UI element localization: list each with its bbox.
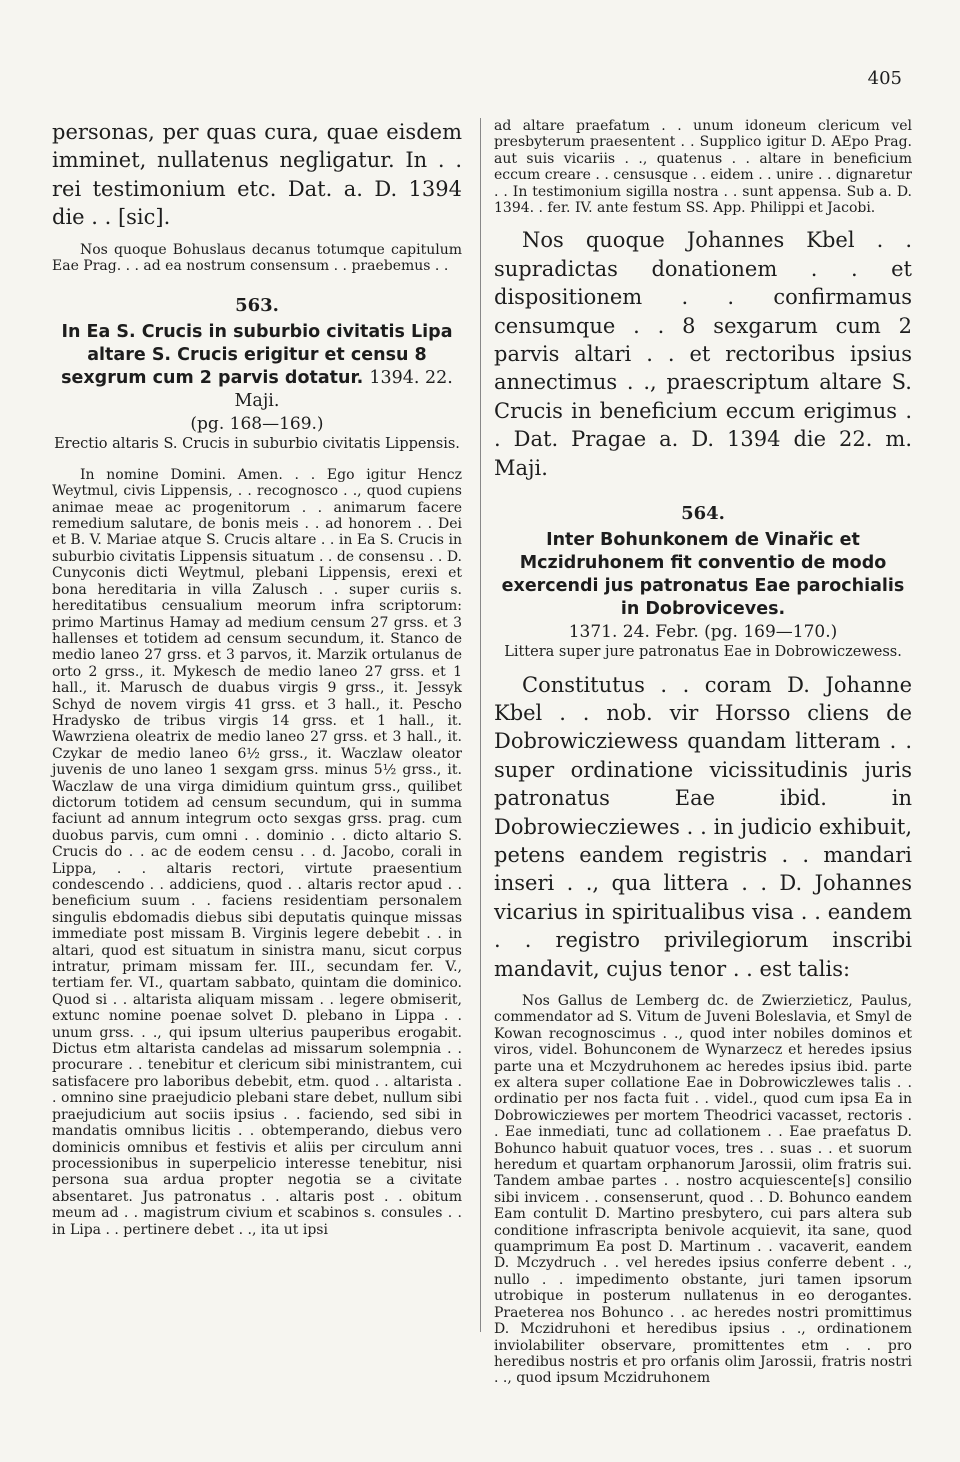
- document-subtitle: Erectio altaris S. Crucis in suburbio civitatis Lippensis.: [54, 435, 460, 452]
- left-column: [52, 118, 462, 1238]
- document-subtitle-2: Littera super jure patronatus Eae in Dobrowiczewess.: [504, 643, 902, 660]
- left-body-text: In nomine Domini. Amen. . . Ego igitur Hencz Weytmul, civis Lippensis, . . recognosco . ., quod cupiens animae meae ac progenitorum . . animarum facere remedium salutare, de bonis meis . . ad honorem . . Dei et B. V. Mariae atque S. Crucis altare . . in Ea S. Crucis in suburbio civitatis Lippensis situatum . . de consensu . . D. Cunyconis dicti Weytmul, plebani Lippensis, erexi et bona hereditaria in villa Zalusch . . super curiis s. hereditatibus censualium meorum infra scriptorum: primo Martinus Hamay ad medium censum 27 grss. et 3 hallenses et totidem ad censum secundum, it. Stanco de medio laneo 27 grss. et 3 parvos, it. Marzik ortulanus de orto 2 grss., it. Mykesch de medio laneo 27 grss. et 1 hall., it. Marusch de duabus virgis 9 grss., it. Jessyk Schyd de novem virgis 41 grss. et 3 hall., it. Pescho Hradysko de tribus virgis 14 grss. et 1 hall., it. Wawrziena oleatrix de medio laneo 27 grss. et 3 hall., it. Czykar de medio laneo 6½ grss., it. Waczlaw oleator juvenis de uno laneo 1 sexgam grss. minus 5½ grss., it. Waczlaw de una virga dimidium quintum grss., quilibet dictorum totidem ad censum secundum, qui in summa faciunt ad annum integrum octo sexgas grss. prag. cum duobus parvis, cum omni . . dominio . . dicto altario S. Crucis do . . ac de eodem censu . . d. Jacobo, corali in Lippa, . . altaris rectori, virtute praesentium condescendo . . addiciens, quod . . altaris rector apud . . beneficium suum . . faciens residentiam personalem singulis ebdomadis diebus sibi deputatis quinque missas immediate post missam B. Virginis legere debebit . . in altari, quod est situatum in sinistra manu, sicut corpus intratur, primam missam fer. III., secundam fer. V., tertiam fer. VI., quartam sabbato, quintam die dominico. Quod si . . altarista aliquam missam . . legere obmiserit, extunc nomine poenae solvet D. plebano in Lippa . . unum grss. . ., qui ipsum ulterius pauperibus erogabit. Dictus etm altarista candelas ad missarum solempnia . . procurare . . tenebitur et clericum sibi ministrantem, cui satisfacere pro laboribus debebit, etm. quod . . altarista . . omnino sine praejudicio plebani stare debet, nullum sibi praejudicium aut sociis ipsius . . faciendo, sed sibi in mandatis omnibus licitis . . obtemperando, diebus vero dominicis omnibus et festivis et aliis per circulum anni processionibus in superpelicio interesse tenebitur, nisi persona sua ardua propter negotia se a civitate absentaret. Jus patronatus . . altaris post . . obitum meum ad . . magistrum civium et scabinos s. consules . . in Lipa . . pertinere debet . ., ita ut ipsi: [52, 466, 462, 1238]
- column-divider: [480, 118, 481, 1332]
- document-reference: (pg. 168—169.): [190, 413, 324, 434]
- document-reference-2: 1371. 24. Febr. (pg. 169—170.): [568, 621, 838, 642]
- right-paragraph-4: Nos Gallus de Lemberg dc. de Zwierzieticz, Paulus, commendator ad S. Vitum de Juveni Boleslavia, et Smyl de Kowan recognoscimus . ., quod inter nobiles dominos et viros, videl. Bohunconem de Wynarzecz et heredes ipsius parte una et Mczydruhonem ac heredes ipsius ibid. parte ex altera super collatione Eae in Dobrowiczlewes talis . . ordinatio per nos facta fuit . . videl., quod cum ipsa Ea in Dobrowicziewes per mortem Theodrici vacasset, rectoris . . Eae inmediati, tunc ad collationem . . Eae praefatus D. Bohunco habuit quatuor voces, tres . . suas . . et suorum heredum et quartam orphanorum Jarossii, olim fratris sui. Tandem ambae partes . . nostro acquiescente[s] consilio sibi invicem . . consenserunt, quod . . D. Bohunco eandem Eam contulit D. Martino presbytero, cui pars altera sub conditione infrascripta benivole acquievit, ita sane, quod quamprimum Ea post D. Martinum . . vacaverit, eandem D. Mczydruch . . vel heredes ipsius conferre debent . ., nullo . . impedimento obstante, juri tamen ipsorum utrobique in posterum nullatenus in eo derogantes. Praeterea nos Bohunco . . ac heredes nostri promittimus D. Mczidruhoni et heredibus ipsius . ., ordinationem inviolabiliter observare, promittentes etm . . pro heredibus nostris et pro orfanis olim Jarossii, fratris nostri . ., quod ipsum Mczidruhonem: [494, 992, 912, 1387]
- right-paragraph-3: Constitutus . . coram D. Johanne Kbel . . nob. vir Horsso cliens de Dobrowicziewess quandam litteram . . super ordinatione vicissitudinis juris patronatus Eae ibid. in Dobrowiecziewes . . in judicio exhibuit, petens eandem registris . . mandari inseri . ., qua littera . . D. Johannes vicarius in spiritualibus visa . . eandem . . registro privilegiorum inscribi mandavit, cujus tenor . . est talis:: [494, 672, 912, 981]
- document-number-2: 564.: [681, 503, 725, 525]
- document-title: [52, 321, 462, 413]
- right-paragraph-2: Nos quoque Johannes Kbel . . supradictas donationem . . et dispositionem . . confirmamus censumque . . 8 sexgarum cum 2 parvis altari . . et rectoribus ipsius annectimus . ., praescriptum altare S. Crucis in beneficium eccum erigimus . . Dat. Pragae a. D. 1394 die 22. m. Maji.: [494, 228, 912, 480]
- document-title-date: 1394. 22. Maji.: [234, 367, 453, 411]
- left-paragraph-2: Nos quoque Bohuslaus decanus totumque capitulum Eae Prag. . . ad ea nostrum consensum . . praebemus . .: [52, 241, 462, 275]
- left-paragraph-1: personas, per quas cura, quae eisdem imminet, nullatenus negligatur. In . . rei testimonium etc. Dat. a. D. 1394 die . . [sic].: [52, 120, 462, 230]
- document-title-2: Inter Bohunkonem de Vinařic et Mczidruhonem fit conventio de modo exercendi jus patronatus Eae parochialis in Dobroviceves.: [501, 529, 905, 619]
- right-paragraph-1: ad altare praefatum . . unum idoneum clericum vel presbyterum praesentent . . Supplico igitur D. AEpo Prag. aut suis vicariis . ., quatenus . . altare in beneficium eccum creare . . censusque . . eidem . . unire . . dignaretur . . In testimonium sigilla nostra . . sunt appensa. Sub a. D. 1394. . fer. IV. ante festum SS. App. Philippi et Jacobi.: [494, 118, 912, 217]
- right-column: [494, 118, 912, 1387]
- document-number: 563.: [235, 295, 279, 317]
- document-title-text: In Ea S. Crucis in suburbio civitatis Lipa altare S. Crucis erigitur et censu 8 sexgrum cum 2 parvis dotatur.: [61, 321, 453, 388]
- page-number: 405: [867, 68, 902, 89]
